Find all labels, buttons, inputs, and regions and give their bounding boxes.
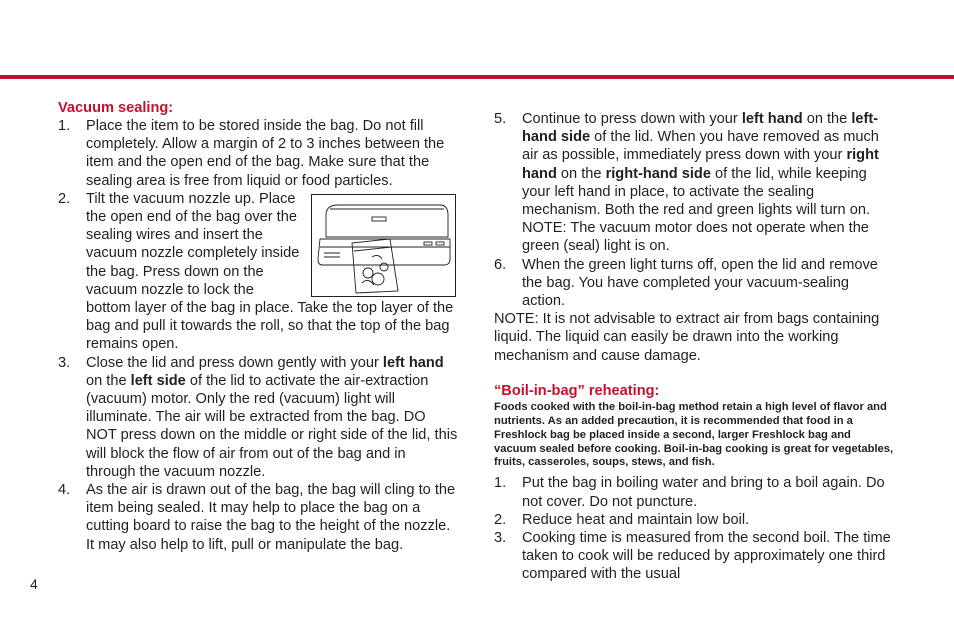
emphasis-text: left hand <box>741 111 803 127</box>
step-text-part: of the lid, while keeping your left hand in place, to activate the sealing mechanism. Both the red and green lights will turn on. NOTE: The vacuum motor does not operate when the green (seal) light is on. <box>522 165 871 255</box>
list-item <box>494 256 894 311</box>
step-text-part: of the lid. When you have removed as much air as possible, immediately press down with your <box>522 129 879 164</box>
list-item <box>494 474 894 510</box>
boil-in-bag-heading: “Boil-in-bag” reheating: <box>494 382 660 399</box>
list-item <box>494 529 894 584</box>
list-item <box>58 481 458 554</box>
step-number: 5. <box>494 111 507 127</box>
vacuum-sealing-steps <box>58 117 458 554</box>
step-text-part: on the <box>86 372 131 389</box>
top-red-rule <box>0 75 954 79</box>
step-number: 6. <box>494 256 507 273</box>
step-text: As the air is drawn out of the bag, the bag will cling to the item being sealed. It may help to place the bag on a cutting board to raise the bag to the height of the nozzle. It may also help to lift, pull or manipulate the bag. <box>86 482 456 553</box>
step-text: When the green light turns off, open the lid and remove the bag. You have completed your vacuum-sealing action. <box>522 256 878 310</box>
step-text-part: on the <box>556 165 606 182</box>
step-number: 2. <box>58 190 71 207</box>
emphasis-text: left side <box>130 372 186 389</box>
emphasis-text: left-hand side <box>522 111 879 146</box>
step-text: Cooking time is measured from the second boil. The time taken to cook will be reduced by approximately one third compared with the usual <box>522 529 891 583</box>
boil-in-bag-intro: Foods cooked with the boil-in-bag method retain a high level of flavor and nutrients. As an added precaution, it is recommended that food in a Freshlock bag be placed inside a second, larger Freshlock bag and vacuum sealed before cooking. Boil-in-bag cooking is great for vegetables, fruits, casseroles, soups, stews, and fish. <box>494 400 894 469</box>
list-item <box>58 117 458 190</box>
right-column <box>494 110 894 584</box>
left-column <box>58 99 458 554</box>
note-paragraph: NOTE: It is not advisable to extract air from bags containing liquid. The liquid can easily be drawn into the working mechanism and cause damage. <box>494 311 880 364</box>
page-number: 4 <box>30 576 38 592</box>
emphasis-text: right-hand side <box>605 165 711 182</box>
step-text-part: Continue to press down with your <box>522 111 742 127</box>
emphasis-text: left hand <box>382 354 444 371</box>
vacuum-sealer-drawing <box>312 195 455 296</box>
list-item <box>58 354 458 481</box>
step-number: 2. <box>494 511 507 528</box>
step-text: Tilt the vacuum nozzle up. Place the open end of the bag over the sealing wires and insert the vacuum nozzle completely inside the bag. Press down on the vacuum nozzle to lock the bottom layer of the bag in place. Take the top layer of the bag and pull it towards the roll, so that the top of the bag remains open. <box>86 190 454 353</box>
vacuum-sealing-steps-continued <box>494 110 894 310</box>
step-text: Reduce heat and maintain low boil. <box>522 511 750 528</box>
list-item <box>494 511 894 529</box>
step-text: Put the bag in boiling water and bring to a boil again. Do not cover. Do not puncture. <box>522 475 885 510</box>
vacuum-sealing-heading: Vacuum sealing: <box>58 100 174 116</box>
step-text-part: Close the lid and press down gently with your <box>86 354 383 371</box>
step-number: 3. <box>58 354 71 371</box>
step-number: 1. <box>58 118 71 134</box>
step-number: 4. <box>58 482 71 499</box>
step-text-part: of the lid to activate the air-extraction (vacuum) motor. Only the red (vacuum) light will illuminate. The air will be extracted from the bag. DO NOT press down on the middle or right side of the lid, this will block the flow of air from out of the bag and in through the vacuum nozzle. <box>86 372 458 480</box>
emphasis-text: right hand <box>522 147 879 182</box>
list-item <box>494 110 894 256</box>
vacuum-sealer-illustration <box>311 194 456 297</box>
step-text: Place the item to be stored inside the bag. Do not fill completely. Allow a margin of 2 to 3 inches between the item and the open end of the bag. Make sure that the sealing area is free from liquid or food particles. <box>86 118 445 189</box>
boil-in-bag-steps <box>494 474 894 583</box>
step-number: 3. <box>494 529 507 546</box>
list-item <box>58 190 458 354</box>
step-text-part: on the <box>802 111 852 127</box>
step-number: 1. <box>494 475 507 492</box>
